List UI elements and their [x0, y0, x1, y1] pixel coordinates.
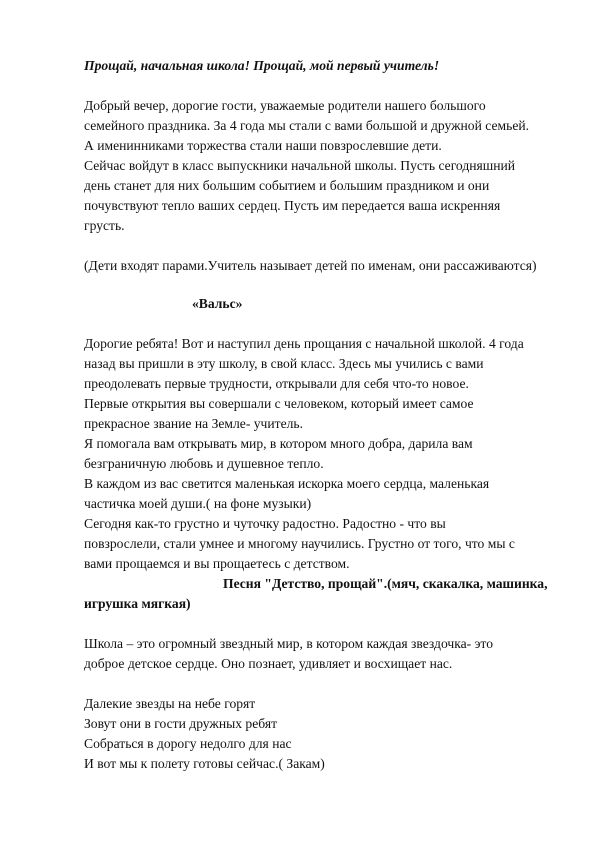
intro-line: А именинниками торжества стали наши повзрослевшие дети.	[84, 138, 442, 153]
speech-line: В каждом из вас светится маленькая искорка моего сердца, маленькая	[84, 476, 490, 491]
speech-line: повзрослели, стали умнее и многому научились. Грустно от того, что мы с	[84, 536, 515, 551]
speech-line: преодолевать первые трудности, открывали для себя что-то новое.	[84, 376, 469, 391]
intro-line: Добрый вечер, дорогие гости, уважаемые родители нашего большого	[84, 98, 486, 113]
speech-line: Сегодня как-то грустно и чуточку радостно. Радостно - что вы	[84, 516, 446, 531]
intro-line: семейного праздника. За 4 года мы стали с вами большой и дружной семьей.	[84, 118, 530, 133]
song-title-continued: игрушка мягкая)	[84, 596, 191, 611]
speech-line: частичка моей души.( на фоне музыки)	[84, 496, 312, 511]
poem-line: Собраться в дорогу недолго для нас	[84, 736, 292, 751]
song-title: Песня "Детство, прощай".(мяч, скакалка, машинка,	[223, 576, 548, 591]
speech-line: прекрасное звание на Земле- учитель.	[84, 416, 304, 431]
speech-line: назад вы пришли в эту школу, в свой класс. Здесь мы учились с вами	[84, 356, 484, 371]
speech-line: Я помогала вам открывать мир, в котором много добра, дарила вам	[84, 436, 473, 451]
intro-line: почувствуют тепло ваших сердец. Пусть им передается ваша искренняя	[84, 198, 501, 213]
poem-line: И вот мы к полету готовы сейчас.( Закам)	[84, 756, 325, 771]
document-title: Прощай, начальная школа! Прощай, мой первый учитель!	[84, 58, 440, 73]
speech-line: безграничную любовь и душевное тепло.	[84, 456, 324, 471]
intro-line: Сейчас войдут в класс выпускники начальной школы. Пусть сегодняшний	[84, 158, 516, 173]
waltz-heading: «Вальс»	[192, 296, 243, 311]
intro-line: грусть.	[84, 218, 125, 233]
speech-line: Дорогие ребята! Вот и наступил день прощания с начальной школой. 4 года	[84, 336, 524, 351]
stage-note: (Дети входят парами.Учитель называет детей по именам, они рассаживаются)	[84, 258, 537, 273]
poem-line: Зовут они в гости дружных ребят	[84, 716, 278, 731]
poem-line: Далекие звезды на небе горят	[84, 696, 256, 711]
speech-line: Первые открытия вы совершали с человеком, который имеет самое	[84, 396, 474, 411]
school-line: Школа – это огромный звездный мир, в котором каждая звездочка- это	[84, 636, 493, 651]
school-line: доброе детское сердце. Оно познает, удивляет и восхищает нас.	[84, 656, 453, 671]
speech-line: вами прощаемся и вы прощаетесь с детством.	[84, 556, 350, 571]
intro-line: день станет для них большим событием и большим праздником и они	[84, 178, 490, 193]
